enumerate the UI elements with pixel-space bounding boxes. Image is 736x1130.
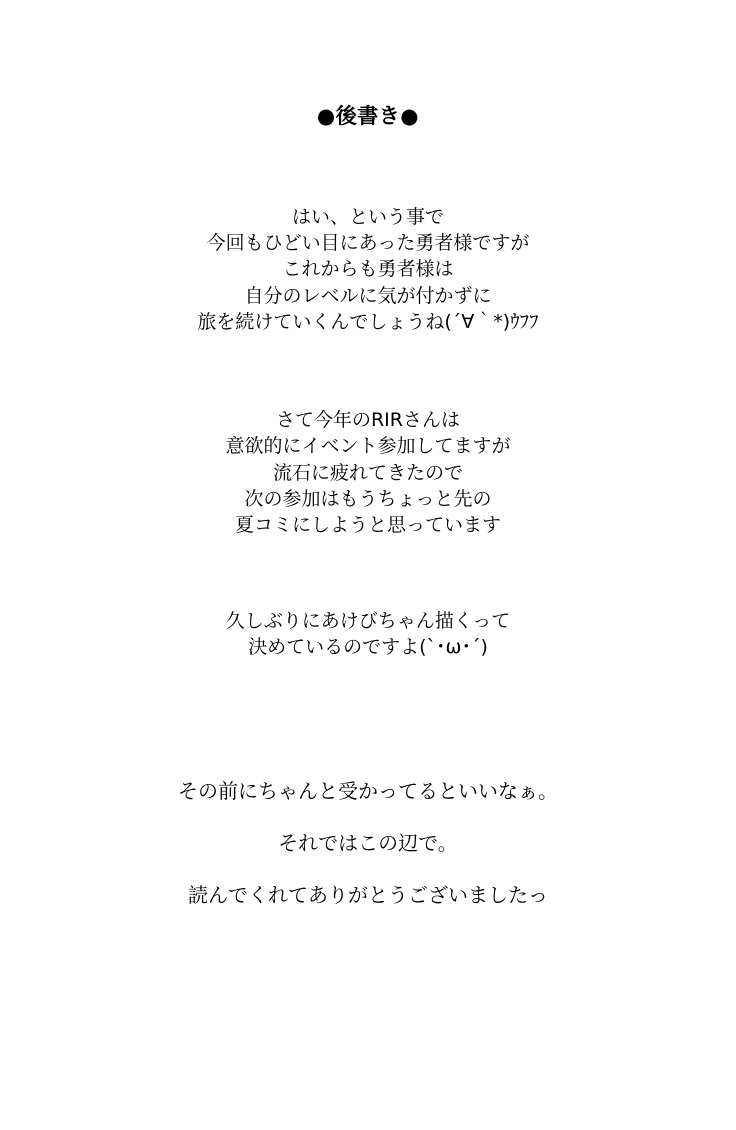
text-line: はい、という事で xyxy=(291,206,444,228)
page-canvas xyxy=(0,100,736,1130)
text-line: それではこの辺で。 xyxy=(278,830,458,855)
text-line: 読んでくれてありがとうございましたっ xyxy=(188,882,548,907)
text-line: 夏コミにしようと思っています xyxy=(234,513,501,536)
text-line: 決めているのですよ(`･ω･´) xyxy=(248,636,488,659)
text-line: さて今年のRIRさんは xyxy=(275,409,460,432)
text-line: 流石に疲れてきたので xyxy=(272,461,463,484)
text-line: 旅を続けていくんでしょうね(´∀｀*)ｳﾌﾌ xyxy=(197,310,539,333)
text-line: 今回もひどい目にあった勇者様ですが xyxy=(206,232,530,255)
text-line: 次の参加はもうちょっと先の xyxy=(244,487,492,510)
afterword-events-block xyxy=(0,407,736,538)
text-line: その前にちゃんと受かってるといいなぁ。 xyxy=(178,778,558,803)
text-line: 意欲的にイベント参加してますが xyxy=(225,435,511,458)
afterword-intro-block xyxy=(0,204,736,335)
page-title: ●後書き● xyxy=(316,104,420,128)
afterword-akebi-block xyxy=(0,608,736,660)
text-line: 自分のレベルに気が付かずに xyxy=(244,284,492,307)
afterword-closing-block xyxy=(0,779,736,907)
text-line: 久しぶりにあけびちゃん描くって xyxy=(225,610,511,633)
text-line: これからも勇者様は xyxy=(282,258,454,281)
